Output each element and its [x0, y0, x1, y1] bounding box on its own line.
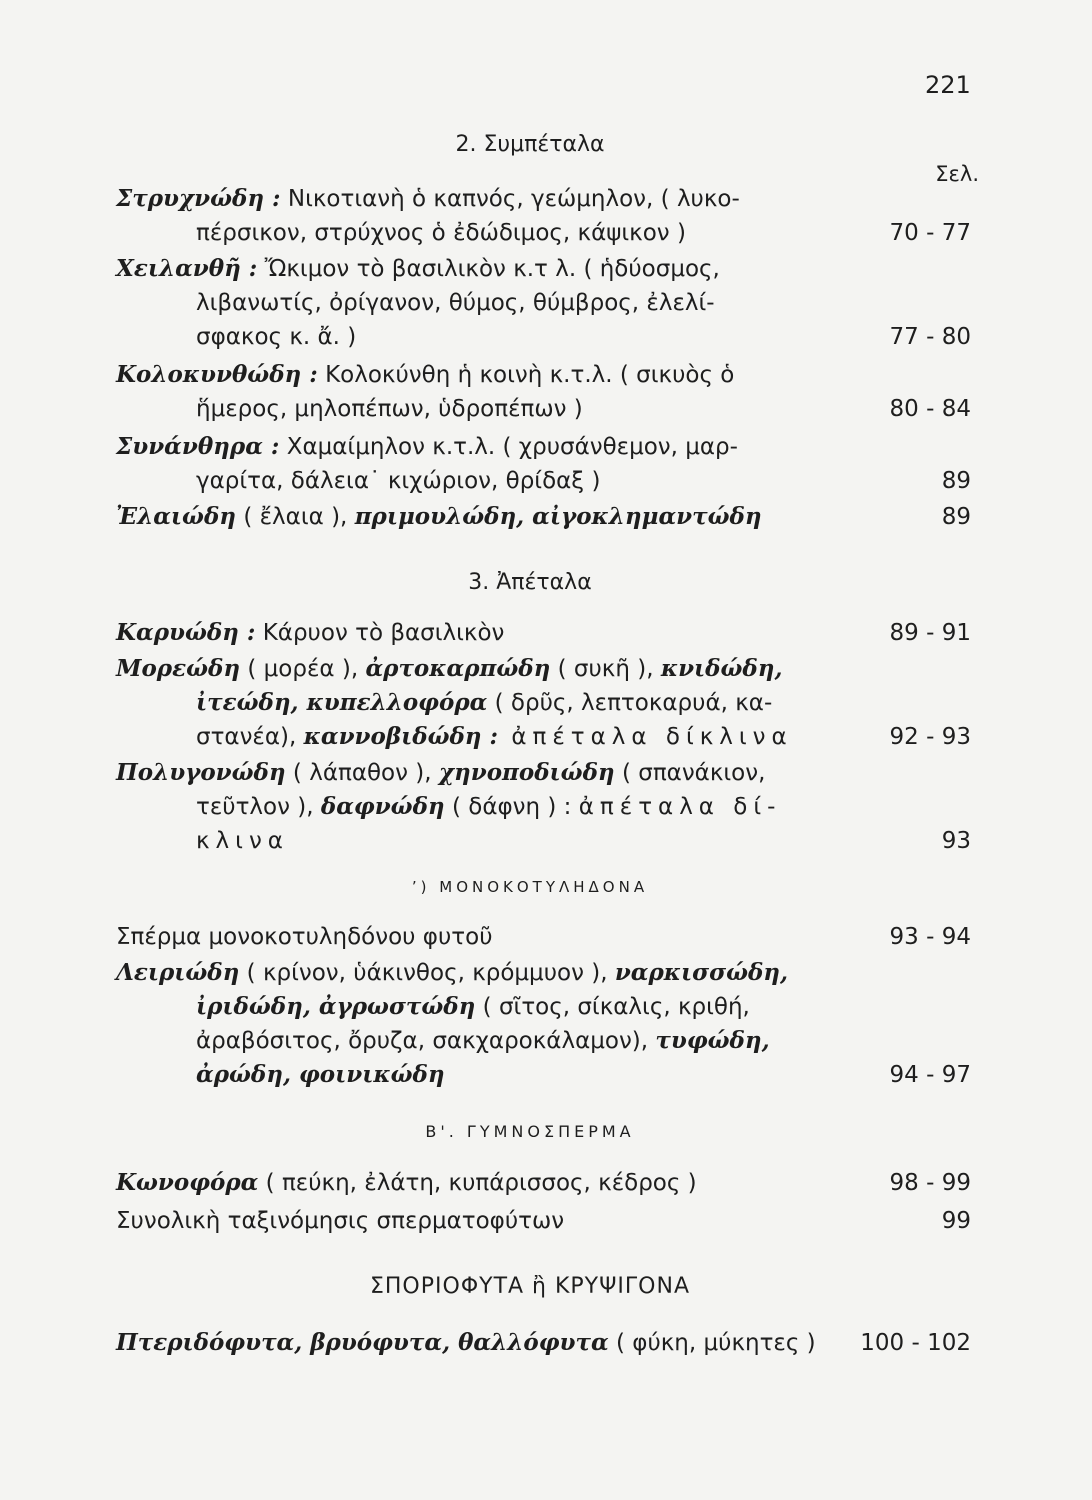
entry-text: ( κρίνον, ὑάκινθος, κρόμμυον ), — [239, 960, 615, 986]
entry-text: Νικοτιανὴ ὁ καπνός, γεώμηλον, ( λυκο- — [280, 186, 740, 212]
entry-text: πέρσικον, στρύχνος ὁ ἐδώδιμος, κάψικον ) — [196, 220, 686, 246]
entry-text: σφακος κ. ἄ. ) — [196, 324, 357, 350]
entry-term: Μορεώδη — [116, 655, 241, 682]
entry-text: ( ἔλαια ), — [236, 504, 355, 530]
entry-term: κνιδώδη, — [660, 655, 783, 682]
entry-text: τεῦτλον ), — [196, 794, 321, 820]
entry-strychnodi — [116, 182, 980, 250]
entry-term: ἀρτοκαρπώδη — [365, 655, 551, 682]
entry-text: ( σῖτος, σίκαλις, κριθή, — [475, 994, 750, 1020]
entry-synoliki-taxinomisis — [116, 1204, 980, 1238]
entry-page-range: 92 - 93 — [889, 724, 971, 750]
page-column-heading: Σελ. — [935, 162, 979, 186]
entry-term: Χειλανθῆ : — [116, 255, 258, 282]
entry-term: τυφώδη, — [655, 1027, 770, 1054]
entry-text: ( πεύκη, ἐλάτη, κυπάρισσος, κέδρος ) — [258, 1170, 697, 1196]
entry-polygonodi — [116, 756, 980, 858]
entry-page-range: 77 - 80 — [889, 324, 971, 350]
entry-text: ( σπανάκιον, — [614, 760, 766, 786]
entry-term: Πτεριδόφυτα, βρυόφυτα, θαλλόφυτα — [116, 1329, 609, 1356]
entry-text: ( φύκη, μύκητες ) — [608, 1330, 816, 1356]
entry-term: Κωνοφόρα — [116, 1169, 259, 1196]
entry-text: ( μορέα ), — [240, 656, 366, 682]
entry-sperma — [116, 920, 980, 954]
entry-text: λιβανωτίς, ὀρίγανον, θύμος, θύμβρος, ἐλελί- — [196, 290, 715, 316]
entry-elaiodi — [116, 500, 980, 534]
section-heading-sporiofyta: ΣΠΟΡΙΟΦΥΤΑ ἢ ΚΡΥΨΙΓΟΝΑ — [369, 1274, 691, 1299]
entry-cheilanthi — [116, 252, 980, 354]
entry-text: ἥμερος, μηλοπέπων, ὑδροπέπων ) — [196, 396, 583, 422]
entry-konofora — [116, 1166, 980, 1200]
entry-page-range: 93 - 94 — [889, 924, 971, 950]
entry-term: Κολοκυνθώδη : — [116, 361, 318, 388]
entry-text: γαρίτα, δάλεια˙ κιχώριον, θρίδαξ ) — [196, 468, 601, 494]
entry-pteridofyta — [116, 1326, 980, 1360]
entry-text: ( δάφνη ) : — [444, 794, 579, 820]
entry-text: Σπέρμα μονοκοτυληδόνου φυτοῦ — [116, 924, 493, 950]
entry-page-range: 98 - 99 — [889, 1170, 971, 1196]
entry-term: Ἐλαιώδη — [116, 503, 237, 530]
entry-text: ἀπέταλα δί- — [578, 794, 782, 820]
entry-page-range: 93 — [941, 828, 971, 854]
entry-text: Χαμαίμηλον κ.τ.λ. ( χρυσάνθεμον, μαρ- — [279, 434, 738, 460]
entry-leiriodi — [116, 956, 980, 1092]
section-heading-sympetala: 2. Συμπέταλα — [455, 132, 605, 157]
section-heading-gymnosperma: Β'. ΓΥΜΝΟΣΠΕΡΜΑ — [425, 1122, 635, 1141]
entry-karyodi — [116, 616, 980, 650]
entry-page-range: 89 — [941, 468, 971, 494]
entry-text: Συνολικὴ ταξινόμησις σπερματοφύτων — [116, 1208, 565, 1234]
entry-term: ἰριδώδη, ἀγρωστώδη — [196, 993, 476, 1020]
entry-page-range: 100 - 102 — [860, 1330, 971, 1356]
entry-kolokynthodi — [116, 358, 980, 426]
entry-synanthira — [116, 430, 980, 498]
entry-text: στανέα), — [196, 724, 304, 750]
entry-term: Στρυχνώδη : — [116, 185, 281, 212]
entry-term: Συνάνθηρα : — [116, 433, 280, 460]
entry-page-range: 89 — [941, 504, 971, 530]
entry-page-range: 89 - 91 — [889, 620, 971, 646]
entry-term: ναρκισσώδη, — [614, 959, 789, 986]
entry-text: ( δρῦς, λεπτοκαρυά, κα- — [487, 690, 773, 716]
entry-text: ἀραβόσιτος, ὄρυζα, σακχαροκάλαμον), — [196, 1028, 656, 1054]
entry-text: ( συκῆ ), — [550, 656, 661, 682]
entry-text: Κάρυον τὸ βασιλικὸν — [255, 620, 505, 646]
entry-text: Κολοκύνθη ἡ κοινὴ κ.τ.λ. ( σικυὸς ὁ — [317, 362, 735, 388]
entry-text: Ὤκιμον τὸ βασιλικὸν κ.τ λ. ( ἡδύοσμος, — [257, 256, 720, 282]
entry-page-range: 94 - 97 — [889, 1062, 971, 1088]
entry-term: δαφνώδη — [320, 793, 445, 820]
entry-term: Λειριώδη — [116, 959, 240, 986]
entry-text: κλινα — [196, 828, 289, 854]
entry-text: ( λάπαθον ), — [285, 760, 439, 786]
entry-page-range: 70 - 77 — [889, 220, 971, 246]
entry-term: πριμουλώδη, αἰγοκλημαντώδη — [354, 503, 762, 530]
entry-term: καννοβιδώδη : — [303, 723, 499, 750]
entry-term: ἀρώδη, φοινικώδη — [196, 1061, 445, 1088]
entry-moreodi — [116, 652, 980, 754]
entry-page-range: 99 — [941, 1208, 971, 1234]
section-heading-apetala: 3. Ἀπέταλα — [468, 570, 592, 595]
page-number: 221 — [925, 71, 971, 99]
entry-term: ἰτεώδη, κυπελλοφόρα — [196, 689, 488, 716]
section-heading-monokotyledona: ’) ΜΟΝΟΚΟΤΥΛΗΔΟΝΑ — [411, 878, 649, 896]
entry-term: χηνοποδιώδη — [438, 759, 615, 786]
entry-term: Καρυώδη : — [116, 619, 256, 646]
entry-text: ἀπέταλα δίκλινα — [498, 724, 793, 750]
entry-page-range: 80 - 84 — [889, 396, 971, 422]
entry-term: Πολυγονώδη — [116, 759, 286, 786]
